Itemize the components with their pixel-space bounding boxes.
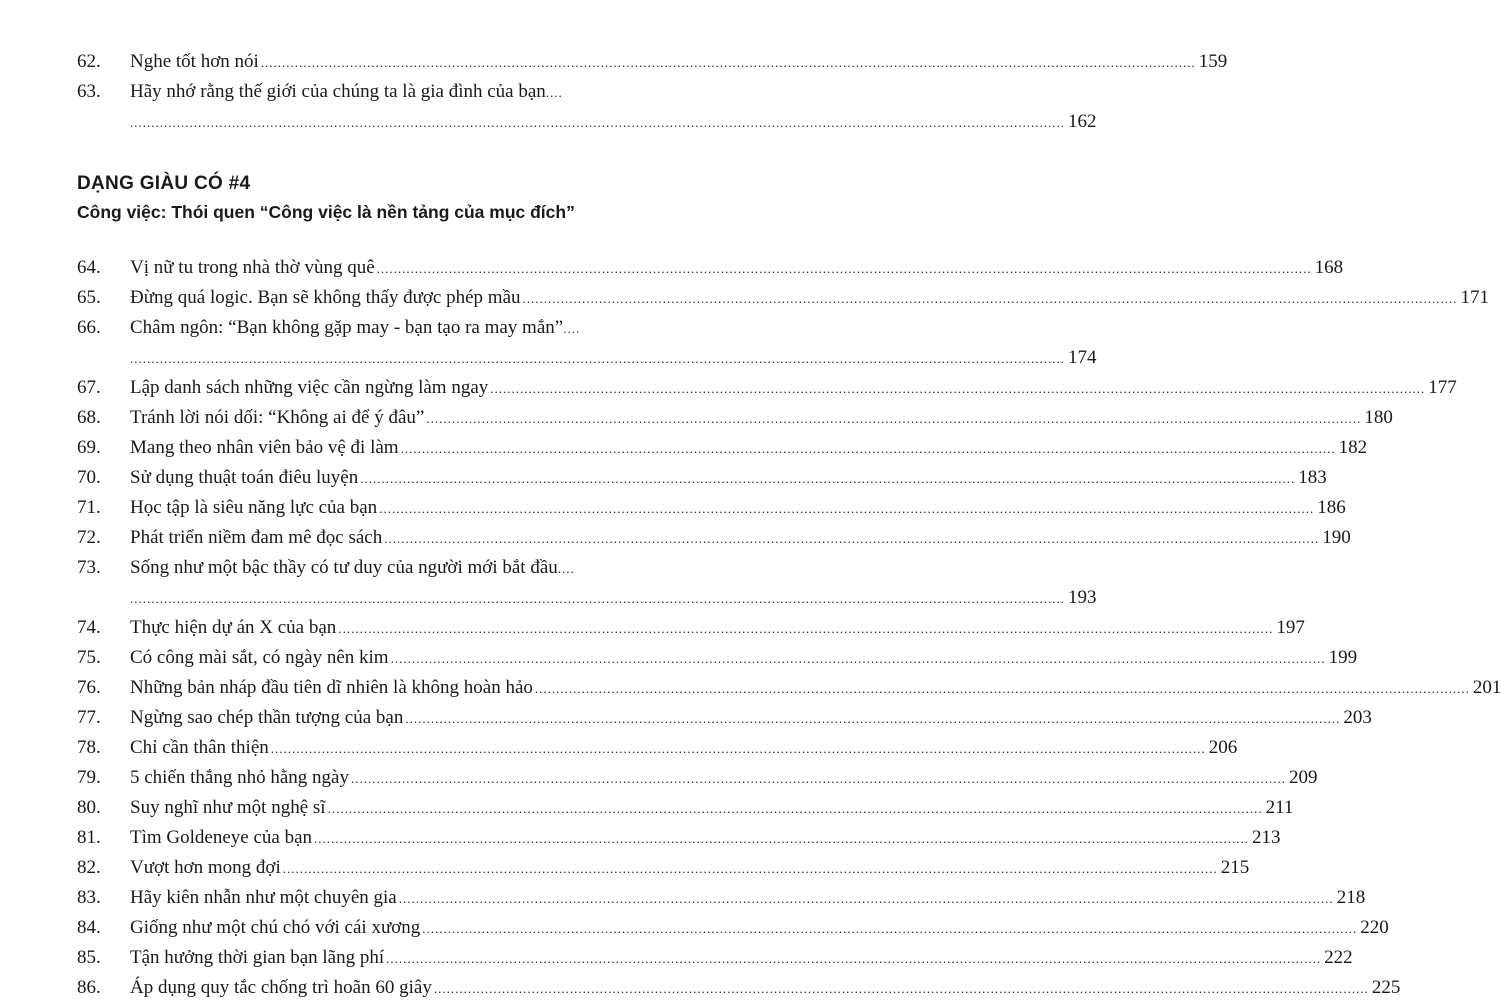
entry-page: 213 (1249, 823, 1281, 853)
entry-leader-dots: ............................................................................................................................................................................................................................ (379, 501, 1315, 516)
entry-page: 162 (1065, 107, 1097, 137)
entry-number: 86. (77, 977, 101, 998)
entry-leader (130, 463, 1327, 494)
entry-leader-dots: ............................................................................................................................................................................................................................ (400, 441, 1336, 456)
entry-title: Hãy nhớ rằng thế giới của chúng ta là gia đình của bạn (130, 81, 546, 102)
section-label: DẠNG GIÀU CÓ #4 (77, 173, 251, 194)
entry-number: 85. (77, 947, 101, 968)
entry-leader-dots: .... (545, 85, 563, 100)
toc-entry[interactable] (0, 973, 1401, 1003)
entry-leader (130, 403, 1393, 434)
entry-leader-dots: ............................................................................................................................................................................................................................ (386, 951, 1322, 966)
entry-number: 69. (77, 437, 101, 458)
entry-leader-dots: ............................................................................................................................................................................................................................ (534, 681, 1470, 696)
entry-leader-dots: ............................................................................................................................................................................................................................ (350, 771, 1286, 786)
entry-leader (130, 253, 1344, 284)
toc-row-continued (0, 107, 1097, 137)
entry-title: Tránh lời nói dối: “Không ai để ý đâu” (130, 403, 426, 433)
toc-row (0, 883, 1366, 913)
toc-entry[interactable] (0, 523, 1351, 553)
entry-leader (130, 703, 1372, 734)
entry-number: 75. (77, 647, 101, 668)
entry-leader-dots: ............................................................................................................................................................................................................................ (398, 891, 1334, 906)
entry-title: Học tập là siêu năng lực của bạn (130, 493, 379, 523)
entry-number: 73. (77, 557, 101, 578)
toc-entry[interactable] (0, 763, 1318, 793)
entry-leader-dots: ............................................................................................................................................................................................................................ (422, 921, 1358, 936)
entry-title: Áp dụng quy tắc chống trì hoãn 60 giây (130, 973, 434, 1003)
entry-title: Những bản nháp đầu tiên dĩ nhiên là không hoàn hảo (130, 673, 535, 703)
entry-number: 77. (77, 707, 101, 728)
entry-page: 225 (1369, 973, 1401, 1003)
entry-leader-dots: .... (557, 561, 575, 576)
entry-leader-dots: ............................................................................................................................................................................................................................ (390, 651, 1326, 666)
toc-row (0, 643, 1358, 673)
entry-leader (130, 373, 1457, 404)
entry-number: 65. (77, 287, 101, 308)
entry-leader-dots: ............................................................................................................................................................................................................................ (338, 621, 1274, 636)
toc-entry[interactable] (0, 283, 1490, 313)
entry-number: 62. (77, 51, 101, 72)
toc-list-main (0, 253, 1501, 1003)
entry-leader-dots: ............................................................................................................................................................................................................................ (360, 471, 1296, 486)
entry-title: Sử dụng thuật toán điêu luyện (130, 463, 360, 493)
entry-leader-dots: ............................................................................................................................................................................................................................ (522, 291, 1458, 306)
entry-leader (130, 883, 1366, 914)
entry-title: Châm ngôn: “Bạn không gặp may - bạn tạo ra may mắn” (130, 317, 564, 338)
toc-entry[interactable] (0, 853, 1250, 883)
toc-row-continued (0, 583, 1097, 613)
toc-entry[interactable] (0, 313, 1097, 373)
entry-title: Suy nghĩ như một nghệ sĩ (130, 793, 328, 823)
entry-page: 174 (1065, 343, 1097, 373)
entry-page: 180 (1361, 403, 1393, 433)
entry-leader-dots: ............................................................................................................................................................................................................................ (314, 831, 1250, 846)
entry-leader-dots: ............................................................................................................................................................................................................................ (405, 711, 1341, 726)
toc-row (0, 673, 1501, 703)
entry-number: 70. (77, 467, 101, 488)
entry-number: 68. (77, 407, 101, 428)
toc-entry[interactable] (0, 373, 1457, 403)
toc-row (0, 47, 1228, 77)
toc-list-top (0, 47, 1228, 137)
entry-leader-dots: ............................................................................................................................................................................................................................ (270, 741, 1206, 756)
toc-row (0, 553, 700, 583)
entry-leader (130, 973, 1401, 1004)
entry-page: 168 (1312, 253, 1344, 283)
toc-row (0, 253, 1344, 283)
toc-entry[interactable] (0, 883, 1366, 913)
toc-entry[interactable] (0, 643, 1358, 673)
entry-leader (130, 493, 1346, 524)
toc-entry[interactable] (0, 253, 1344, 283)
entry-number: 72. (77, 527, 101, 548)
toc-entry[interactable] (0, 77, 1097, 137)
entry-page: 193 (1065, 583, 1097, 613)
entry-title: Ngừng sao chép thần tượng của bạn (130, 703, 405, 733)
entry-page: 159 (1196, 47, 1228, 77)
entry-leader (130, 523, 1351, 554)
toc-row (0, 433, 1368, 463)
entry-number: 83. (77, 887, 101, 908)
toc-row (0, 613, 1305, 643)
toc-entry[interactable] (0, 913, 1389, 943)
entry-leader-dots: ............................................................................................................................................................................................................................ (376, 261, 1312, 276)
toc-row (0, 313, 700, 343)
entry-number: 79. (77, 767, 101, 788)
toc-row-continued (0, 343, 1097, 373)
entry-leader (130, 47, 1228, 78)
entry-title: Lập danh sách những việc cần ngừng làm ngay (130, 373, 490, 403)
toc-row (0, 463, 1327, 493)
entry-title-wrap (130, 553, 575, 584)
entry-number: 78. (77, 737, 101, 758)
toc-entry[interactable] (0, 433, 1368, 463)
entry-leader (130, 643, 1358, 674)
entry-leader-dots: ............................................................................................................................................................................................................................ (130, 115, 1065, 130)
entry-page: 222 (1321, 943, 1353, 973)
entry-title-wrap (130, 77, 563, 108)
entry-title: Vượt hơn mong đợi (130, 853, 283, 883)
entry-leader (130, 673, 1501, 704)
toc-row (0, 913, 1389, 943)
entry-leader (130, 733, 1238, 764)
toc-row (0, 973, 1401, 1003)
entry-leader (130, 823, 1281, 854)
toc-entry[interactable] (0, 673, 1501, 703)
entry-page: 182 (1336, 433, 1368, 463)
toc-row (0, 853, 1250, 883)
toc-row (0, 373, 1457, 403)
toc-entry[interactable] (0, 613, 1305, 643)
entry-page: 177 (1425, 373, 1457, 403)
entry-number: 76. (77, 677, 101, 698)
entry-number: 80. (77, 797, 101, 818)
section-header (77, 170, 677, 226)
entry-number: 64. (77, 257, 101, 278)
entry-number: 84. (77, 917, 101, 938)
entry-title: Mang theo nhân viên bảo vệ đi làm (130, 433, 401, 463)
entry-page: 183 (1295, 463, 1327, 493)
entry-leader (130, 433, 1368, 464)
entry-leader-dots: ............................................................................................................................................................................................................................ (260, 55, 1196, 70)
entry-page: 199 (1326, 643, 1358, 673)
toc-entry[interactable] (0, 403, 1393, 433)
entry-title: Tận hưởng thời gian bạn lãng phí (130, 943, 386, 973)
toc-row (0, 823, 1281, 853)
entry-title: Giống như một chú chó với cái xương (130, 913, 422, 943)
entry-page: 206 (1206, 733, 1238, 763)
entry-title: 5 chiến thắng nhỏ hằng ngày (130, 763, 351, 793)
entry-leader (130, 943, 1353, 974)
toc-row (0, 763, 1318, 793)
entry-title-wrap (130, 313, 580, 344)
toc-row (0, 77, 700, 107)
entry-number: 66. (77, 317, 101, 338)
toc-entry[interactable] (0, 703, 1372, 733)
entry-page: 201 (1470, 673, 1501, 703)
toc-row (0, 523, 1351, 553)
entry-leader-dots: .... (563, 321, 581, 336)
entry-number: 81. (77, 827, 101, 848)
entry-leader-dots: ............................................................................................................................................................................................................................ (384, 531, 1320, 546)
entry-leader (130, 107, 1097, 138)
entry-leader-dots: ............................................................................................................................................................................................................................ (282, 861, 1218, 876)
entry-page: 211 (1263, 793, 1294, 823)
entry-page: 171 (1458, 283, 1490, 313)
toc-row (0, 493, 1346, 523)
toc-entry[interactable] (0, 47, 1228, 77)
toc-entry[interactable] (0, 733, 1238, 763)
entry-title: Vị nữ tu trong nhà thờ vùng quê (130, 253, 377, 283)
entry-title: Phát triển niềm đam mê đọc sách (130, 523, 384, 553)
entry-page: 203 (1340, 703, 1372, 733)
toc-row (0, 703, 1372, 733)
entry-page: 220 (1357, 913, 1389, 943)
entry-page: 186 (1314, 493, 1346, 523)
entry-leader (130, 583, 1097, 614)
entry-leader (130, 793, 1294, 824)
toc-entry[interactable] (0, 943, 1353, 973)
entry-leader-dots: ............................................................................................................................................................................................................................ (433, 981, 1369, 996)
toc-entry[interactable] (0, 793, 1294, 823)
entry-leader-dots: ............................................................................................................................................................................................................................ (327, 801, 1263, 816)
entry-title: Hãy kiên nhẫn như một chuyên gia (130, 883, 399, 913)
entry-number: 74. (77, 617, 101, 638)
entry-leader (130, 913, 1389, 944)
entry-leader (130, 763, 1318, 794)
entry-title: Đừng quá logic. Bạn sẽ không thấy được phép mầu (130, 283, 523, 313)
toc-row (0, 283, 1490, 313)
toc-row (0, 943, 1353, 973)
entry-page: 218 (1334, 883, 1366, 913)
entry-title: Tìm Goldeneye của bạn (130, 823, 314, 853)
entry-number: 71. (77, 497, 101, 518)
toc-entry[interactable] (0, 823, 1281, 853)
entry-title: Thực hiện dự án X của bạn (130, 613, 338, 643)
toc-row (0, 403, 1393, 433)
entry-title: Chỉ cần thân thiện (130, 733, 271, 763)
entry-leader (130, 853, 1250, 884)
entry-number: 82. (77, 857, 101, 878)
toc-entry[interactable] (0, 553, 1097, 613)
entry-page: 190 (1319, 523, 1351, 553)
toc-row (0, 793, 1294, 823)
entry-leader (130, 613, 1305, 644)
entry-title: Sống như một bậc thầy có tư duy của người mới bắt đầu (130, 557, 558, 578)
entry-title: Có công mài sắt, có ngày nên kim (130, 643, 391, 673)
entry-page: 197 (1273, 613, 1305, 643)
toc-entry[interactable] (0, 463, 1327, 493)
section-title: Công việc: Thói quen “Công việc là nền tảng của mục đích” (77, 202, 575, 222)
toc-row (0, 733, 1238, 763)
entry-leader (130, 343, 1097, 374)
entry-number: 63. (77, 81, 101, 102)
entry-leader (130, 283, 1490, 314)
entry-page: 215 (1218, 853, 1250, 883)
toc-entry[interactable] (0, 493, 1346, 523)
entry-title: Nghe tốt hơn nói (130, 47, 261, 77)
entry-page: 209 (1286, 763, 1318, 793)
entry-leader-dots: ............................................................................................................................................................................................................................ (426, 411, 1362, 426)
entry-leader-dots: ............................................................................................................................................................................................................................ (490, 381, 1426, 396)
entry-number: 67. (77, 377, 101, 398)
entry-leader-dots: ............................................................................................................................................................................................................................ (130, 351, 1065, 366)
entry-leader-dots: ............................................................................................................................................................................................................................ (130, 591, 1065, 606)
